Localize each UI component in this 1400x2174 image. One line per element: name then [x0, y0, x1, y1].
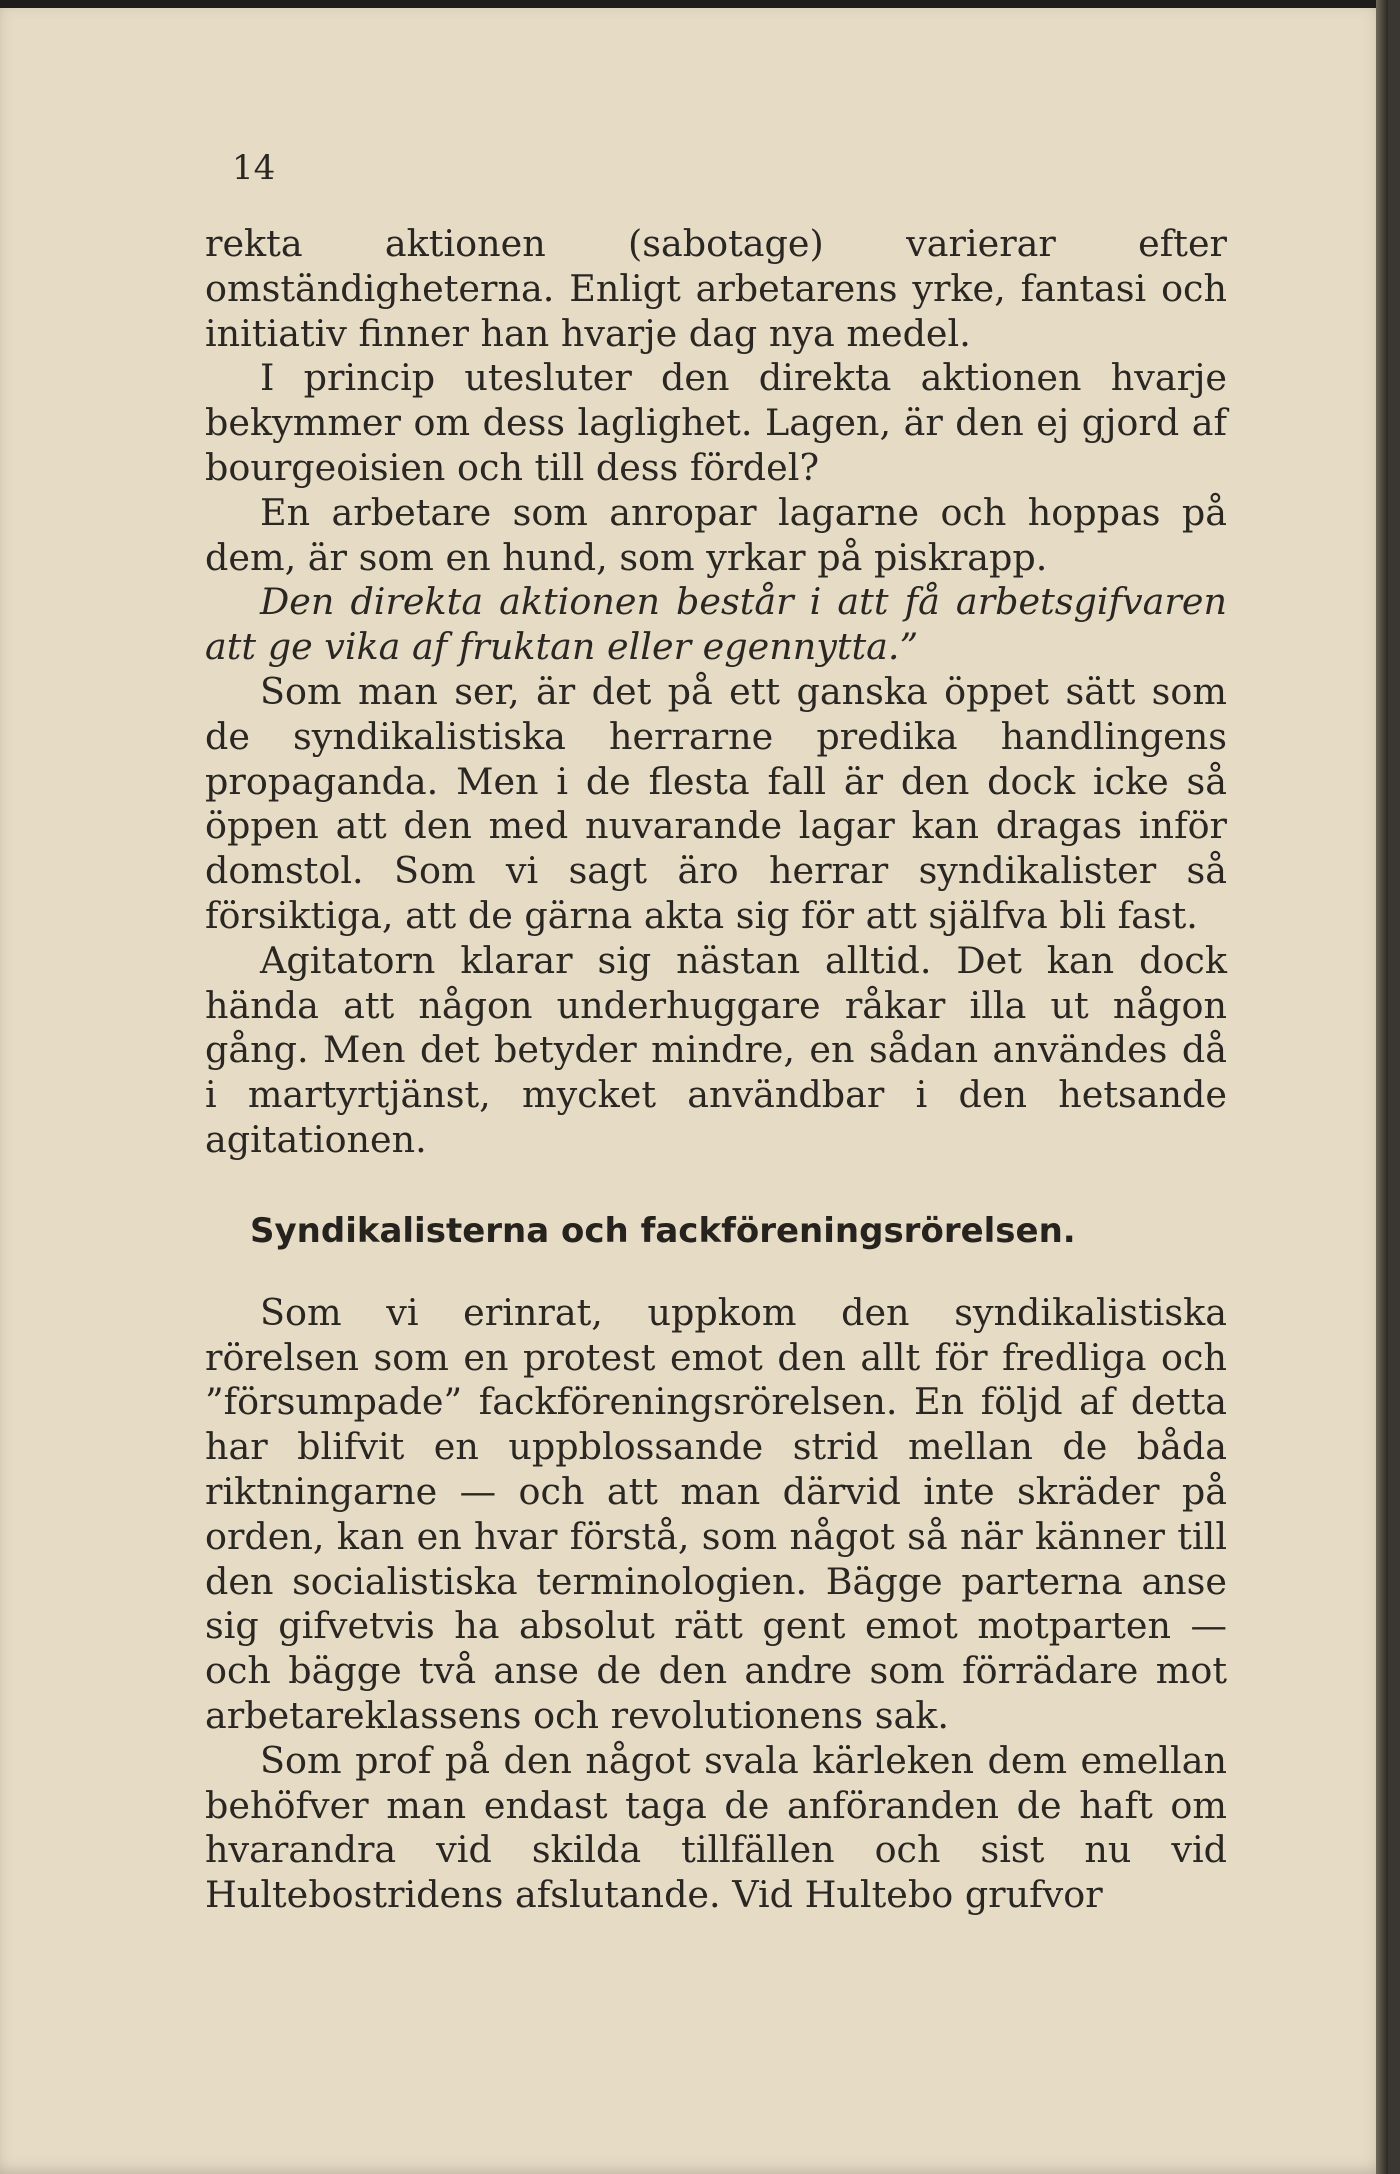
paragraph-1: rekta aktionen (sabotage) varierar efter omständigheterna. Enligt arbetarens yrke, fantasi och initiativ finner han hvarje dag nya medel.	[205, 222, 1227, 355]
page-body	[205, 222, 1227, 1918]
paragraph-3: En arbetare som anropar lagarne och hoppas på dem, är som en hund, som yrkar på piskrapp.	[205, 490, 1227, 579]
section-heading: Syndikalisterna och fackföreningsrörelsen.	[250, 1210, 1076, 1251]
paragraph-8: Som prof på den något svala kärleken dem emellan behöfver man endast taga de anföranden de haft om hvarandra vid skilda tillfällen och sist nu vid Hultebostridens afslutande. Vid Hultebo grufvor	[205, 1738, 1227, 1917]
paragraph-6: Agitatorn klarar sig nästan alltid. Det kan dock hända att någon underhuggare råkar illa ut någon gång. Men det betyder mindre, en sådan användes då i martyrtjänst, mycket användbar i den hetsande agitationen.	[205, 938, 1227, 1161]
page-number: 14	[232, 148, 276, 188]
paragraph-4-italic-quote: Den direkta aktionen består i att få arbetsgifvaren att ge vika af fruktan eller egennytta.”	[205, 580, 1227, 669]
paragraph-5: Som man ser, är det på ett ganska öppet sätt som de syndikalistiska herrarne predika handlingens propaganda. Men i de flesta fall är den dock icke så öppen att den med nuvarande lagar kan dragas inför domstol. Som vi sagt äro herrar syndikalister så försiktiga, att de gärna akta sig för att själfva bli fast.	[205, 669, 1227, 937]
page-edge-shadow	[1376, 0, 1388, 2174]
paragraph-2: I princip utesluter den direkta aktionen hvarje bekymmer om dess laglighet. Lagen, är den ej gjord af bourgeoisien och till dess fördel?	[205, 356, 1227, 489]
paragraph-7: Som vi erinrat, uppkom den syndikalistiska rörelsen som en protest emot den allt för fredliga och ”försumpade” fackföreningsrörelsen. En följd af detta har blifvit en uppblossande strid mellan de båda riktningarne — och att man därvid inte skräder på orden, kan en hvar förstå, som något så när känner till den socialistiska terminologien. Bägge parterna anse sig gifvetvis ha absolut rätt gent emot motparten — och bägge två anse de den andre som förrädare mot arbetareklassens och revolutionens sak.	[205, 1290, 1227, 1737]
